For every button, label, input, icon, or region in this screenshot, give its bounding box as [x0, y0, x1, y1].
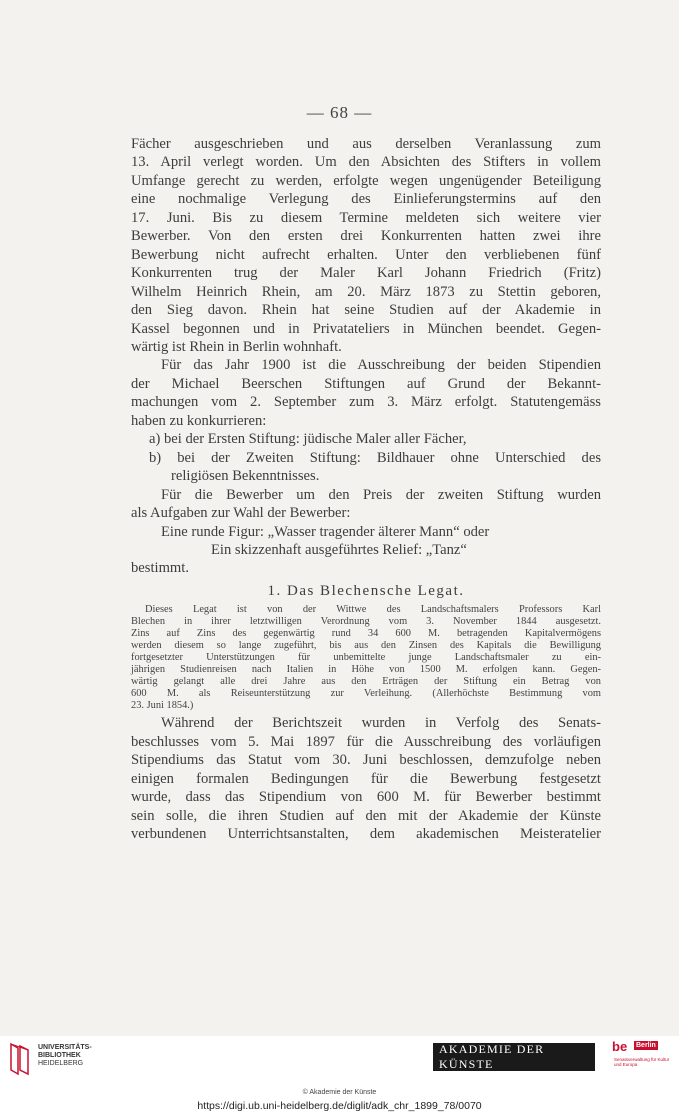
task-2	[131, 541, 601, 559]
text-line: Während der Berichtszeit wurden in Verfolg des Senats-	[161, 715, 601, 732]
paragraph-3	[131, 486, 601, 523]
text-line: den Sieg davon. Rhein hat seine Studien auf der Akademie in	[131, 302, 601, 319]
small-line: Dieses Legat ist von der Wittwe des Landschaftsmalers Professors Karl	[145, 604, 601, 616]
copyright-text: © Akademie der Künste	[302, 1089, 377, 1096]
small-line: fortgesetzter Unterstützungen für unbemittelte junge Landschaftsmaler zu ein-	[131, 651, 601, 663]
small-line: wärtig gelangt alle drei Jahre aus den Erträgen der Stiftung ein Betrag von	[131, 675, 601, 687]
body-text	[131, 135, 601, 844]
small-line: Zins auf Zins des gegenwärtig rund 34 600 M. betragenden Kapitalvermögens	[131, 628, 601, 640]
bestimmt-line	[131, 559, 601, 577]
text-line: Eine runde Figur: „Wasser tragender älterer Mann“ oder	[161, 523, 490, 540]
source-url[interactable]: https://digi.ub.uni-heidelberg.de/diglit/adk_chr_1899_78/0070	[197, 1100, 482, 1112]
task-1	[131, 523, 601, 541]
ub-heidelberg-logo-icon	[8, 1040, 34, 1076]
text-line: wurde, dass das Stipendium von 600 M. für Bewerber bestimmt	[131, 789, 601, 806]
text-line: einigen formalen Bedingungen für die Bewerbung festgesetzt	[131, 770, 601, 787]
akademie-label: AKADEMIE DER KÜNSTE	[432, 1038, 596, 1076]
text-line: Konkurrenten trug der Maler Karl Johann Friedrich (Fritz)	[131, 265, 601, 282]
paragraph-4	[131, 714, 601, 843]
text-line: bestimmt.	[131, 560, 189, 577]
list-item-a	[131, 430, 601, 448]
footnote-block	[131, 604, 601, 711]
text-line: verbundenen Unterrichtsanstalten, dem akademischen Meisteratelier	[131, 826, 601, 843]
ub-logo-text	[38, 1044, 92, 1068]
text-line: 13. April verlegt worden. Um den Absichten des Stifters in vollem	[131, 154, 601, 171]
berlin-box-text: Berlin	[636, 1042, 656, 1049]
berlin-be-text: be	[612, 1039, 628, 1054]
text-line: eine nochmalige Verlegung des Einlieferungstermins auf den	[131, 191, 601, 208]
small-line: 600 M. als Reiseunterstützung zur Verleihung. (Allerhöchste Bestimmung vom	[131, 687, 601, 699]
text-line: wärtig ist Rhein in Berlin wohnhaft.	[131, 338, 342, 355]
small-line: jährigen Studienreisen nach Italien in Höhe von 1500 M. erfolgen kann. Gegen-	[131, 663, 601, 675]
text-line: 17. Juni. Bis zu diesem Termine meldeten sich weitere vier	[131, 209, 601, 226]
ub-logo-line: HEIDELBERG	[38, 1060, 84, 1067]
text-line: Für die Bewerber um den Preis der zweiten Stiftung wurden	[161, 486, 601, 503]
text-line: Ein skizzenhaft ausgeführtes Relief: „Tanz“	[211, 541, 467, 558]
page-number: — 68 —	[306, 103, 373, 122]
text-line: Umfange gerecht zu werden, erfolgte wegen ungenügender Beteiligung	[131, 172, 601, 189]
university-library-logo[interactable]	[8, 1040, 103, 1076]
text-line: der Michael Beerschen Stiftungen auf Grund der Bekannt-	[131, 375, 601, 392]
list-item-b	[131, 449, 601, 486]
section-heading: 1. Das Blechensche Legat.	[267, 582, 465, 599]
text-line: religiösen Bekenntnisses.	[171, 468, 320, 485]
text-line: sein solle, die ihren Studien auf den mit der Akademie der Künste	[131, 807, 601, 824]
text-line: Bewerbung nicht aufrecht erhalten. Unter den verbliebenen fünf	[131, 246, 601, 263]
small-line: 23. Juni 1854.)	[131, 699, 194, 711]
text-line: Für das Jahr 1900 ist die Ausschreibung der beiden Stipendien	[161, 357, 601, 374]
small-line: werden diesem so lange zugeführt, bis aus den Zinsen des Kapitals die Bewilligung	[131, 640, 601, 652]
paragraph-2	[131, 356, 601, 430]
text-line: Stipendiums das Statut vom 30. Juni beschlossen, demzufolge neben	[131, 752, 601, 769]
small-line: Blechen in ihrer letztwilligen Verordnung vom 3. November 1844 ausgesetzt.	[131, 616, 601, 628]
text-line: b) bei der Zweiten Stiftung: Bildhauer ohne Unterschied des	[149, 449, 601, 466]
berlin-senate-logo[interactable]	[612, 1039, 670, 1075]
text-line: haben zu konkurrieren:	[131, 412, 267, 429]
akademie-der-kuenste-logo[interactable]	[432, 1043, 596, 1071]
paragraph-1	[131, 135, 601, 356]
text-line: Wilhelm Heinrich Rhein, am 20. März 1873 zu Stettin geboren,	[131, 283, 601, 300]
text-line: Fächer ausgeschrieben und aus derselben Veranlassung zum	[131, 136, 601, 152]
text-line: als Aufgaben zur Wahl der Bewerber:	[131, 505, 351, 522]
text-line: Bewerber. Von den ersten drei Konkurrenten hatten zwei ihre	[131, 228, 601, 245]
text-line: a) bei der Ersten Stiftung: jüdische Maler aller Fächer,	[149, 431, 467, 448]
ub-logo-line: BIBLIOTHEK	[38, 1052, 81, 1059]
text-line: Kassel begonnen und in Privatateliers in München beendet. Gegen-	[131, 320, 601, 337]
ub-logo-line: UNIVERSITÄTS-	[38, 1044, 92, 1051]
text-line: machungen vom 2. September zum 3. März erfolgt. Statutengemäss	[131, 394, 601, 411]
berlin-sub-text: Senatsverwaltung für Kultur und Europa	[614, 1057, 670, 1067]
text-line: beschlusses vom 5. Mai 1897 für die Ausschreibung des vorläufigen	[131, 733, 601, 750]
